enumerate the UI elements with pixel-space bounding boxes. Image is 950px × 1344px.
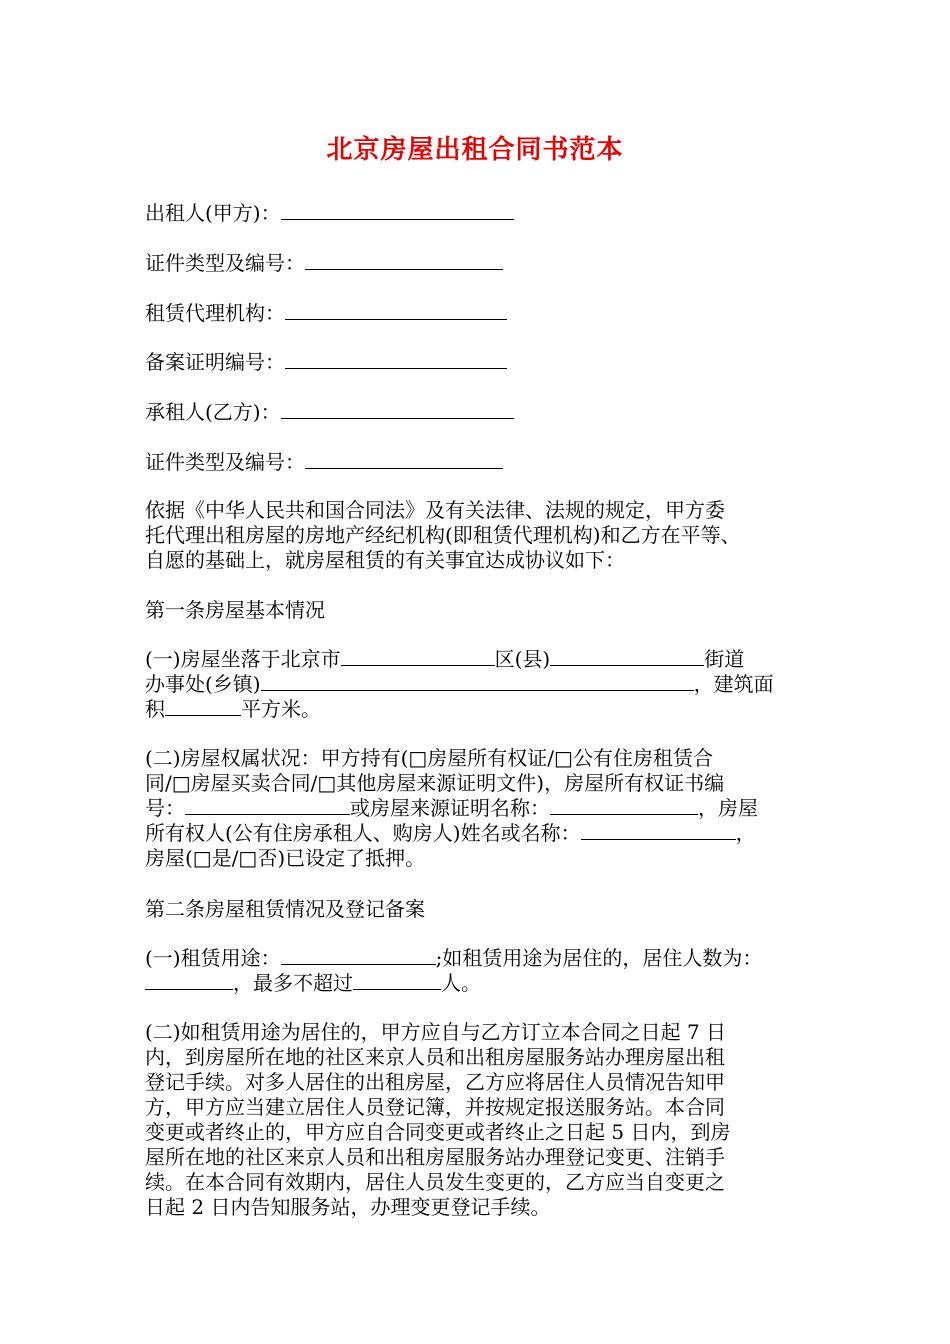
article2-p1-line — [145, 971, 810, 996]
lessee-field — [145, 399, 514, 425]
cert-no-label: 号： — [145, 796, 185, 820]
usage-blank[interactable] — [281, 946, 436, 965]
article2-paragraph2 — [145, 1020, 810, 1220]
owner-blank[interactable] — [581, 821, 736, 840]
agency-field — [145, 300, 507, 326]
article1-paragraph1 — [145, 647, 810, 722]
record-no-blank[interactable] — [285, 350, 507, 369]
article1-p1-line — [145, 647, 810, 672]
cert-no-blank[interactable] — [185, 796, 350, 815]
article2-p2-line: 登记手续。对多人居住的出租房屋，乙方应将居住人员情况告知甲 — [145, 1070, 725, 1094]
article1-heading: 第一条房屋基本情况 — [145, 598, 325, 622]
persons-label: 人。 — [441, 971, 481, 995]
location-city-label: (一)房屋坐落于北京市 — [145, 647, 341, 671]
lessor-id-field — [145, 250, 503, 276]
source-doc-label: 或房屋来源证明名称： — [350, 796, 550, 820]
record-no-label: 备案证明编号： — [145, 350, 285, 374]
lessee-id-blank[interactable] — [305, 450, 503, 469]
article2-p2-line: 变更或者终止的，甲方应自合同变更或者终止之日起 5 日内，到房 — [145, 1120, 731, 1144]
office-label: 办事处(乡镇) — [145, 672, 261, 696]
comma: ， — [735, 821, 756, 845]
article1-p2-line — [145, 821, 810, 846]
usage-label: (一)租赁用途： — [145, 946, 281, 970]
district-blank[interactable] — [341, 647, 495, 666]
owner-label: 所有权人(公有住房承租人、购房人)姓名或名称： — [145, 821, 581, 845]
article2-p2-line: (二)如租赁用途为居住的，甲方应自与乙方订立本合同之日起 7 日 — [145, 1020, 727, 1044]
article1-paragraph2 — [145, 746, 810, 871]
article1-p2-line: 房屋(□是/□否)已设定了抵押。 — [145, 846, 426, 870]
street-blank[interactable] — [550, 647, 704, 666]
intro-paragraph — [145, 498, 810, 573]
district-label: 区(县) — [494, 647, 551, 671]
agency-label: 租赁代理机构： — [145, 301, 285, 325]
article2-p1-line — [145, 946, 810, 971]
record-no-field — [145, 349, 507, 375]
street-label: 街道 — [704, 647, 745, 671]
area-blank[interactable] — [165, 697, 241, 716]
area-unit-label: 平方米。 — [241, 697, 321, 721]
lessor-id-label: 证件类型及编号： — [145, 251, 305, 275]
lessor-label: 出租人(甲方)： — [145, 201, 281, 225]
article2-p2-line: 续。在本合同有效期内，居住人员发生变更的，乙方应当自变更之 — [145, 1170, 725, 1194]
residents-blank[interactable] — [145, 971, 233, 990]
lessor-blank[interactable] — [281, 201, 514, 220]
article1-p1-line — [145, 672, 810, 697]
lessor-id-blank[interactable] — [305, 251, 503, 270]
article1-p2-line — [145, 796, 810, 821]
lessee-id-field — [145, 449, 503, 475]
article1-p2-line: (二)房屋权属状况：甲方持有(□房屋所有权证/□公有住房租赁合 — [145, 746, 713, 770]
lessor-field — [145, 200, 514, 226]
article2-heading: 第二条房屋租赁情况及登记备案 — [145, 897, 425, 921]
intro-line: 托代理出租房屋的房地产经纪机构(即租赁代理机构)和乙方在平等、 — [145, 523, 741, 547]
article2-paragraph1 — [145, 946, 810, 996]
office-blank[interactable] — [261, 672, 694, 691]
article2-p2-line: 屋所在地的社区来京人员和出租房屋服务站办理登记变更、注销手 — [145, 1145, 725, 1169]
max-residents-label: ，最多不超过 — [233, 971, 353, 995]
area-label: 积 — [145, 697, 165, 721]
article1-p1-line — [145, 697, 810, 722]
owner-prefix-label: ，房屋 — [698, 796, 758, 820]
article2-p2-line: 方，甲方应当建立居住人员登记簿，并按规定报送服务站。本合同 — [145, 1095, 725, 1119]
lessee-blank[interactable] — [281, 400, 514, 419]
max-residents-blank[interactable] — [353, 971, 441, 990]
lessee-label: 承租人(乙方)： — [145, 400, 281, 424]
intro-line: 依据《中华人民共和国合同法》及有关法律、法规的规定，甲方委 — [145, 498, 725, 522]
article2-p2-line: 内，到房屋所在地的社区来京人员和出租房屋服务站办理房屋出租 — [145, 1045, 725, 1069]
document-title: 北京房屋出租合同书范本 — [326, 135, 624, 165]
agency-blank[interactable] — [285, 301, 507, 320]
building-area-label: ，建筑面 — [693, 672, 774, 696]
article2-p2-line: 日起 2 日内告知服务站，办理变更登记手续。 — [145, 1195, 551, 1219]
lessee-id-label: 证件类型及编号： — [145, 450, 305, 474]
residents-label: ;如租赁用途为居住的，居住人数为： — [435, 946, 763, 970]
source-doc-blank[interactable] — [550, 796, 698, 815]
article1-p2-line: 同/□房屋买卖合同/□其他房屋来源证明文件)，房屋所有权证书编 — [145, 771, 725, 795]
intro-line: 自愿的基础上，就房屋租赁的有关事宜达成协议如下： — [145, 548, 625, 572]
